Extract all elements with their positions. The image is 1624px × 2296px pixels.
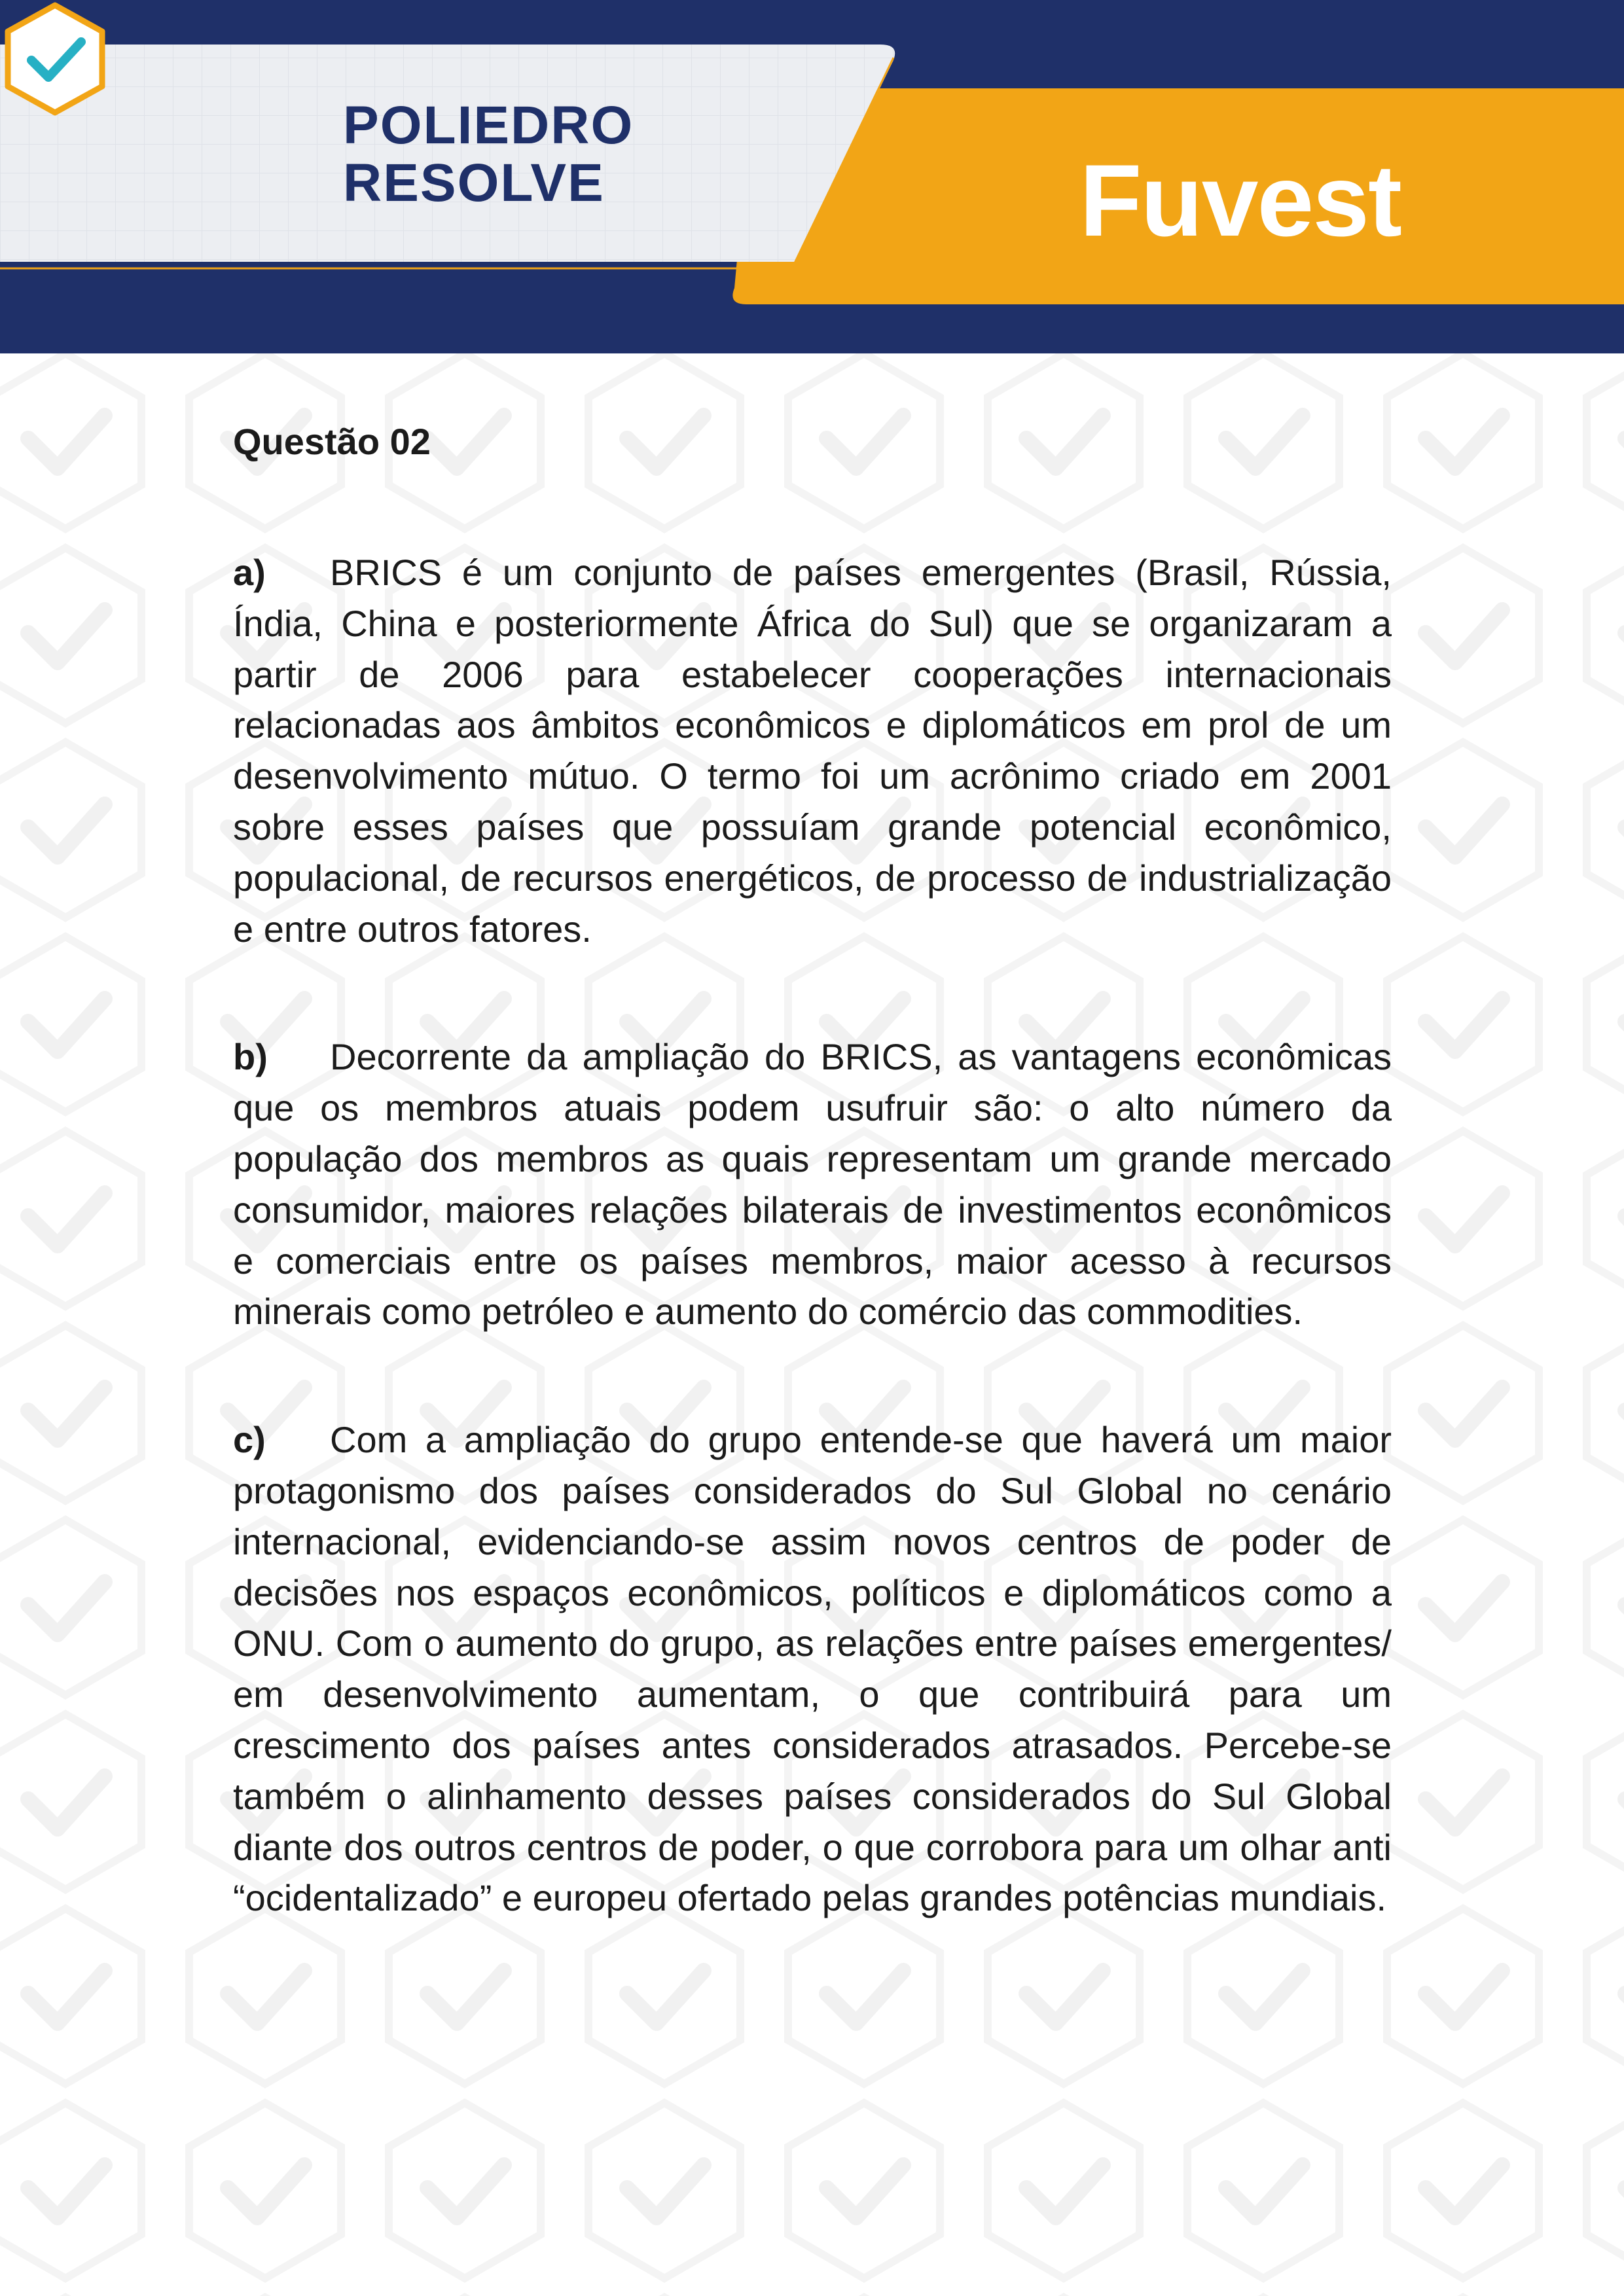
exam-title: Fuvest — [1079, 144, 1401, 258]
answer-letter: b) — [233, 1036, 268, 1078]
answer-letter: a) — [233, 552, 266, 593]
answer-b — [233, 1031, 1392, 1337]
answer-letter: c) — [233, 1419, 266, 1461]
answer-c — [233, 1414, 1392, 1924]
answer-text: Com a ampliação do grupo entende-se que haverá um maior protagonismo dos países considerados do Sul Global no cenário internacional, evidenciando-se assim novos centros de poder de decisões nos espaços econômicos, políticos e diplomáticos como a ONU. Com o aumento do grupo, as relações entre países emergentes/ em desenvolvimento aumentam, o que contribuirá para um crescimento dos países antes considerados atrasados. Percebe-se também o alinhamento desses países considerados do Sul Global diante dos outros centros de poder, o que corrobora para um olhar anti “ocidentalizado” e europeu ofertado pelas grandes potências mundiais. — [233, 1419, 1392, 1919]
page-header — [0, 0, 1624, 353]
brand-line-1: POLIEDRO — [343, 96, 634, 155]
answer-sheet — [233, 419, 1392, 2001]
check-hexagon-icon — [0, 0, 110, 118]
question-title: Questão 02 — [233, 421, 431, 462]
brand-logo — [343, 97, 634, 212]
answer-a — [233, 547, 1392, 954]
answer-text: Decorrente da ampliação do BRICS, as vantagens econômicas que os membros atuais podem usufruir são: o alto número da população dos membros as quais representam um grande mercado consumidor, maiores relações bilaterais de investimentos econômicos e comerciais entre os países membros, maior acesso à recursos minerais como petróleo e aumento do comércio das commodities. — [233, 1036, 1392, 1333]
answer-text: BRICS é um conjunto de países emergentes (Brasil, Rússia, Índia, China e posteriormente África do Sul) que se organizaram a partir de 2006 para estabelecer cooperações internacionais relacionadas aos âmbitos econômicos e diplomáticos em prol de um desenvolvimento mútuo. O termo foi um acrônimo criado em 2001 sobre esses países que possuíam grande potencial econômico, populacional, de recursos energéticos, de processo de industrialização e entre outros fatores. — [233, 552, 1392, 950]
brand-line-2: RESOLVE — [343, 153, 605, 213]
